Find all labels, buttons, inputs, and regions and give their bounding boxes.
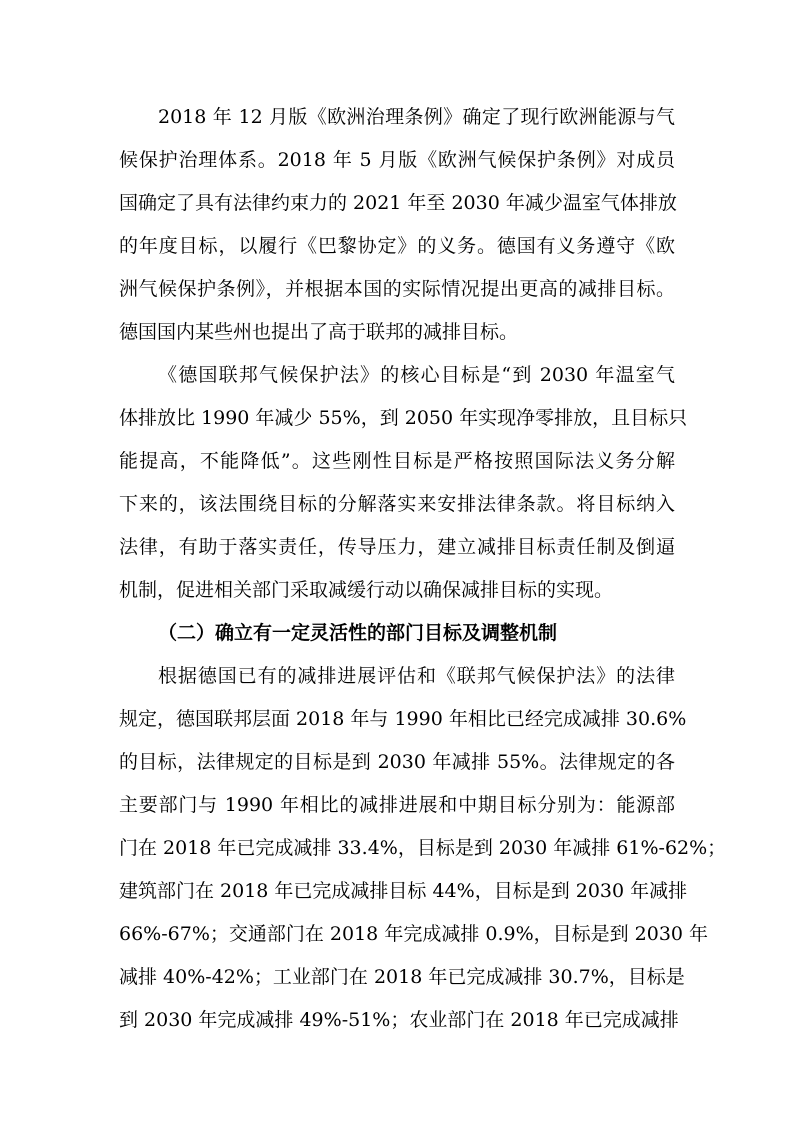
paragraph-3-line-7: 66%-67%；交通部门在 2018 年完成减排 0.9%，目标是到 2030 年 [119, 923, 709, 945]
paragraph-3-line-1: 根据德国已有的减排进展评估和《联邦气候保护法》的法律 [158, 665, 675, 687]
paragraph-3-line-8: 减排 40%-42%；工业部门在 2018 年已完成减排 30.7%，目标是 [119, 966, 685, 988]
paragraph-1-line-3: 国确定了具有法律约束力的 2021 年至 2030 年减少温室气体排放 [119, 192, 677, 214]
paragraph-3-line-2: 规定，德国联邦层面 2018 年与 1990 年相比已经完成减排 30.6% [119, 708, 687, 730]
paragraph-3-line-4: 主要部门与 1990 年相比的减排进展和中期目标分别为：能源部 [119, 794, 675, 816]
paragraph-3-line-9: 到 2030 年完成减排 49%-51%；农业部门在 2018 年已完成减排 [119, 1009, 679, 1031]
paragraph-2-line-5: 法律，有助于落实责任，传导压力，建立减排目标责任制及倒逼 [119, 536, 675, 558]
paragraph-3-line-3: 的目标，法律规定的目标是到 2030 年减排 55%。法律规定的各 [119, 751, 675, 773]
paragraph-1-line-5: 洲气候保护条例》，并根据本国的实际情况提出更高的减排目标。 [119, 278, 675, 300]
paragraph-2-line-2: 体排放比 1990 年减少 55%，到 2050 年实现净零排放，且目标只 [119, 407, 688, 429]
paragraph-3-line-6: 建筑部门在 2018 年已完成减排目标 44%，目标是到 2030 年减排 [119, 880, 688, 902]
paragraph-2-line-4: 下来的，该法围绕目标的分解落实来安排法律条款。将目标纳入 [119, 493, 675, 515]
paragraph-1-line-1: 2018 年 12 月版《欧洲治理条例》确定了现行欧洲能源与气 [158, 106, 675, 128]
paragraph-2-line-1: 《德国联邦气候保护法》的核心目标是“到 2030 年温室气 [158, 364, 675, 386]
section-heading: （二）确立有一定灵活性的部门目标及调整机制 [158, 622, 558, 644]
paragraph-2-line-3: 能提高，不能降低”。这些刚性目标是严格按照国际法义务分解 [119, 450, 675, 472]
paragraph-2-line-6: 机制，促进相关部门采取减缓行动以确保减排目标的实现。 [119, 579, 614, 601]
paragraph-3-line-5: 门在 2018 年已完成减排 33.4%，目标是到 2030 年减排 61%-62%； [119, 837, 727, 859]
paragraph-1-line-4: 的年度目标，以履行《巴黎协定》的义务。德国有义务遵守《欧 [119, 235, 675, 257]
paragraph-1-line-6: 德国国内某些州也提出了高于联邦的减排目标。 [119, 321, 519, 343]
paragraph-1-line-2: 候保护治理体系。2018 年 5 月版《欧洲气候保护条例》对成员 [119, 149, 675, 171]
